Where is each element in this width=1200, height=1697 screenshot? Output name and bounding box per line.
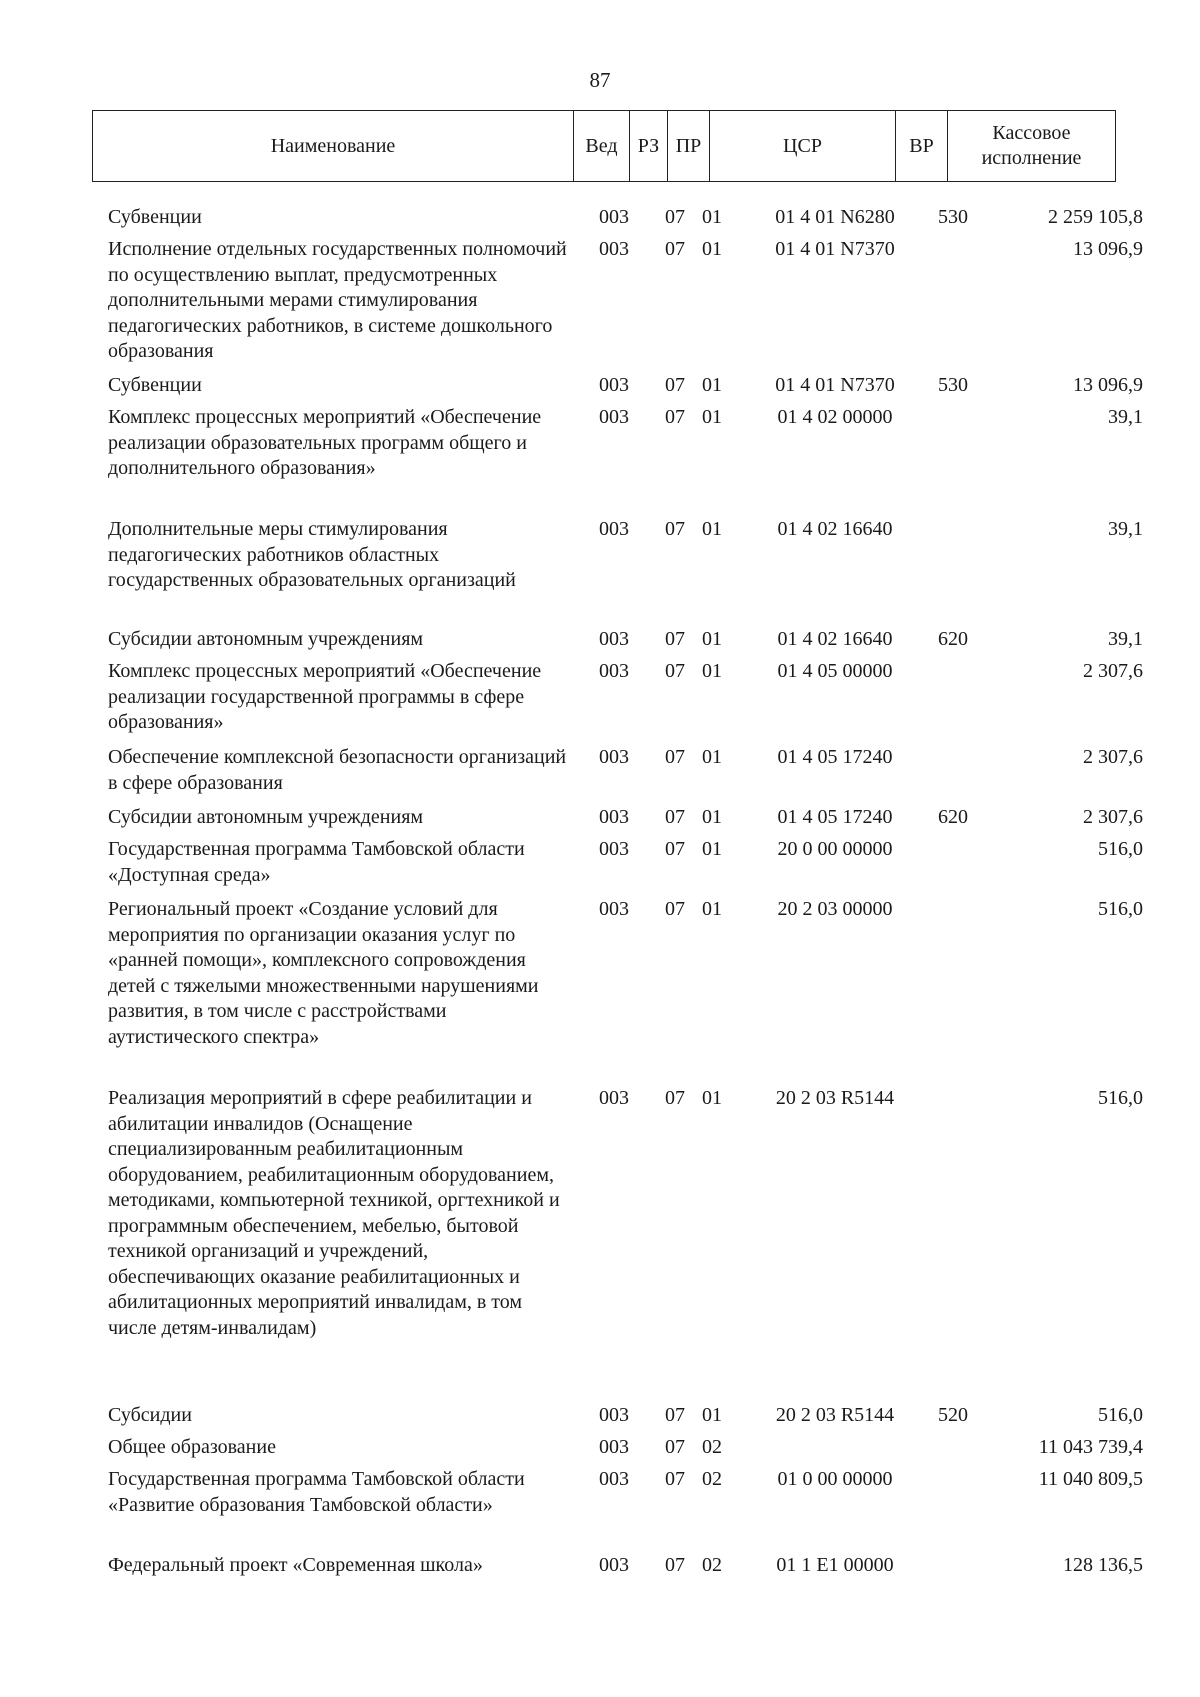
cell-name: Субсидии автономным учреждениям	[108, 806, 424, 828]
cell-ved: 003	[599, 660, 629, 682]
cell-csr: 20 2 03 R5144	[775, 1087, 895, 1109]
cell-csr: 20 0 00 00000	[777, 838, 893, 860]
cell-amount: 39,1	[1108, 406, 1143, 428]
cell-csr: 01 4 05 17240	[777, 746, 893, 768]
cell-rz: 07	[665, 1436, 685, 1458]
cell-rz: 07	[665, 628, 685, 650]
header-vr: ВР	[896, 110, 948, 182]
cell-amount: 2 307,6	[1083, 806, 1143, 828]
cell-pr: 01	[702, 238, 722, 260]
cell-ved: 003	[599, 406, 629, 428]
header-rz: РЗ	[630, 110, 668, 182]
cell-rz: 07	[665, 206, 685, 228]
cell-rz: 07	[665, 806, 685, 828]
cell-pr: 01	[702, 806, 722, 828]
cell-name: Субвенции	[108, 206, 202, 228]
cell-vr: 620	[938, 806, 968, 828]
cell-ved: 003	[599, 806, 629, 828]
cell-ved: 003	[599, 746, 629, 768]
cell-amount: 39,1	[1108, 628, 1143, 650]
cell-name: Общее образование	[108, 1436, 276, 1458]
cell-amount: 39,1	[1108, 518, 1143, 540]
cell-name: Обеспечение комплексной безопасности организаций в сфере образования	[108, 746, 567, 794]
cell-rz: 07	[665, 518, 685, 540]
header-pr: ПР	[668, 110, 710, 182]
cell-pr: 01	[702, 518, 722, 540]
cell-csr: 01 0 00 00000	[777, 1468, 893, 1490]
cell-vr: 530	[938, 206, 968, 228]
cell-csr: 01 4 02 00000	[777, 406, 893, 428]
cell-ved: 003	[599, 238, 629, 260]
cell-pr: 01	[702, 206, 722, 228]
page-number: 87	[589, 68, 611, 92]
cell-rz: 07	[665, 1404, 685, 1426]
cell-name: Государственная программа Тамбовской области «Доступная среда»	[108, 838, 525, 886]
cell-amount: 516,0	[1098, 838, 1143, 860]
cell-amount: 11 043 739,4	[1038, 1436, 1143, 1458]
cell-name: Субсидии	[108, 1404, 192, 1426]
cell-name: Субвенции	[108, 374, 202, 396]
cell-ved: 003	[599, 628, 629, 650]
cell-pr: 02	[702, 1468, 722, 1490]
cell-csr: 01 4 01 N6280	[775, 206, 895, 228]
cell-csr: 20 2 03 R5144	[775, 1404, 895, 1426]
cell-ved: 003	[599, 1436, 629, 1458]
cell-pr: 01	[702, 374, 722, 396]
cell-amount: 516,0	[1098, 1404, 1143, 1426]
cell-amount: 516,0	[1098, 898, 1143, 920]
cell-pr: 02	[702, 1436, 722, 1458]
cell-rz: 07	[665, 374, 685, 396]
cell-rz: 07	[665, 238, 685, 260]
cell-amount: 128 136,5	[1063, 1554, 1143, 1576]
header-ved: Вед	[574, 110, 630, 182]
cell-rz: 07	[665, 898, 685, 920]
cell-rz: 07	[665, 406, 685, 428]
cell-ved: 003	[599, 1404, 629, 1426]
cell-amount: 13 096,9	[1073, 374, 1143, 396]
cell-ved: 003	[599, 1554, 629, 1576]
cell-name: Комплекс процессных мероприятий «Обеспечение реализации образовательных программ общего и дополнительного образования»	[108, 406, 542, 479]
cell-amount: 2 259 105,8	[1048, 206, 1143, 228]
cell-vr: 520	[938, 1404, 968, 1426]
cell-amount: 2 307,6	[1083, 746, 1143, 768]
header-amount: Кассовое исполнение	[948, 110, 1116, 182]
cell-pr: 01	[702, 746, 722, 768]
cell-csr: 20 2 03 00000	[777, 898, 893, 920]
cell-rz: 07	[665, 746, 685, 768]
cell-amount: 2 307,6	[1083, 660, 1143, 682]
cell-pr: 01	[702, 1087, 722, 1109]
cell-name: Субсидии автономным учреждениям	[108, 628, 424, 650]
cell-pr: 01	[702, 406, 722, 428]
cell-pr: 01	[702, 1404, 722, 1426]
cell-vr: 620	[938, 628, 968, 650]
cell-rz: 07	[665, 1468, 685, 1490]
cell-ved: 003	[599, 898, 629, 920]
cell-ved: 003	[599, 374, 629, 396]
cell-rz: 07	[665, 1554, 685, 1576]
cell-pr: 01	[702, 628, 722, 650]
cell-amount: 13 096,9	[1073, 238, 1143, 260]
cell-pr: 01	[702, 838, 722, 860]
cell-csr: 01 1 E1 00000	[776, 1554, 894, 1576]
cell-amount: 516,0	[1098, 1087, 1143, 1109]
cell-csr: 01 4 05 00000	[777, 660, 893, 682]
cell-ved: 003	[599, 1468, 629, 1490]
cell-csr: 01 4 01 N7370	[775, 238, 895, 260]
cell-ved: 003	[599, 206, 629, 228]
cell-csr: 01 4 02 16640	[777, 628, 893, 650]
cell-rz: 07	[665, 838, 685, 860]
cell-csr: 01 4 01 N7370	[775, 374, 895, 396]
cell-name: Государственная программа Тамбовской области «Развитие образования Тамбовской области»	[108, 1468, 525, 1516]
cell-pr: 01	[702, 898, 722, 920]
cell-pr: 01	[702, 660, 722, 682]
cell-name: Региональный проект «Создание условий для мероприятия по организации оказания услуг по «ранней помощи», комплексного сопровождения детей с тяжелыми множественными нарушениями развития, в том числе с расстройствами аутистического спектра»	[108, 898, 539, 1048]
cell-name: Комплекс процессных мероприятий «Обеспечение реализации государственной программы в сфере образования»	[108, 660, 542, 733]
cell-vr: 530	[938, 374, 968, 396]
header-name: Наименование	[92, 110, 574, 182]
cell-name: Федеральный проект «Современная школа»	[108, 1554, 483, 1576]
cell-ved: 003	[599, 1087, 629, 1109]
cell-csr: 01 4 02 16640	[777, 518, 893, 540]
cell-rz: 07	[665, 660, 685, 682]
cell-rz: 07	[665, 1087, 685, 1109]
cell-name: Реализация мероприятий в сфере реабилитации и абилитации инвалидов (Оснащение специализированным реабилитационным оборудованием, реабилитационным оборудованием, методиками, компьютерной техникой, оргтехникой и программным обеспечением, мебелью, бытовой техникой организаций и учреждений, обеспечивающих оказание реабилитационных и абилитационных мероприятий инвалидам, в том числе детям-инвалидам)	[108, 1087, 560, 1339]
cell-pr: 02	[702, 1554, 722, 1576]
cell-amount: 11 040 809,5	[1038, 1468, 1143, 1490]
cell-ved: 003	[599, 518, 629, 540]
cell-name: Исполнение отдельных государственных полномочий по осуществлению выплат, предусмотренных дополнительными мерами стимулирования педагогических работников, в системе дошкольного образования	[108, 238, 567, 362]
cell-csr: 01 4 05 17240	[777, 806, 893, 828]
header-csr: ЦСР	[710, 110, 896, 182]
cell-name: Дополнительные меры стимулирования педагогических работников областных государственных образовательных организаций	[108, 518, 516, 591]
cell-ved: 003	[599, 838, 629, 860]
